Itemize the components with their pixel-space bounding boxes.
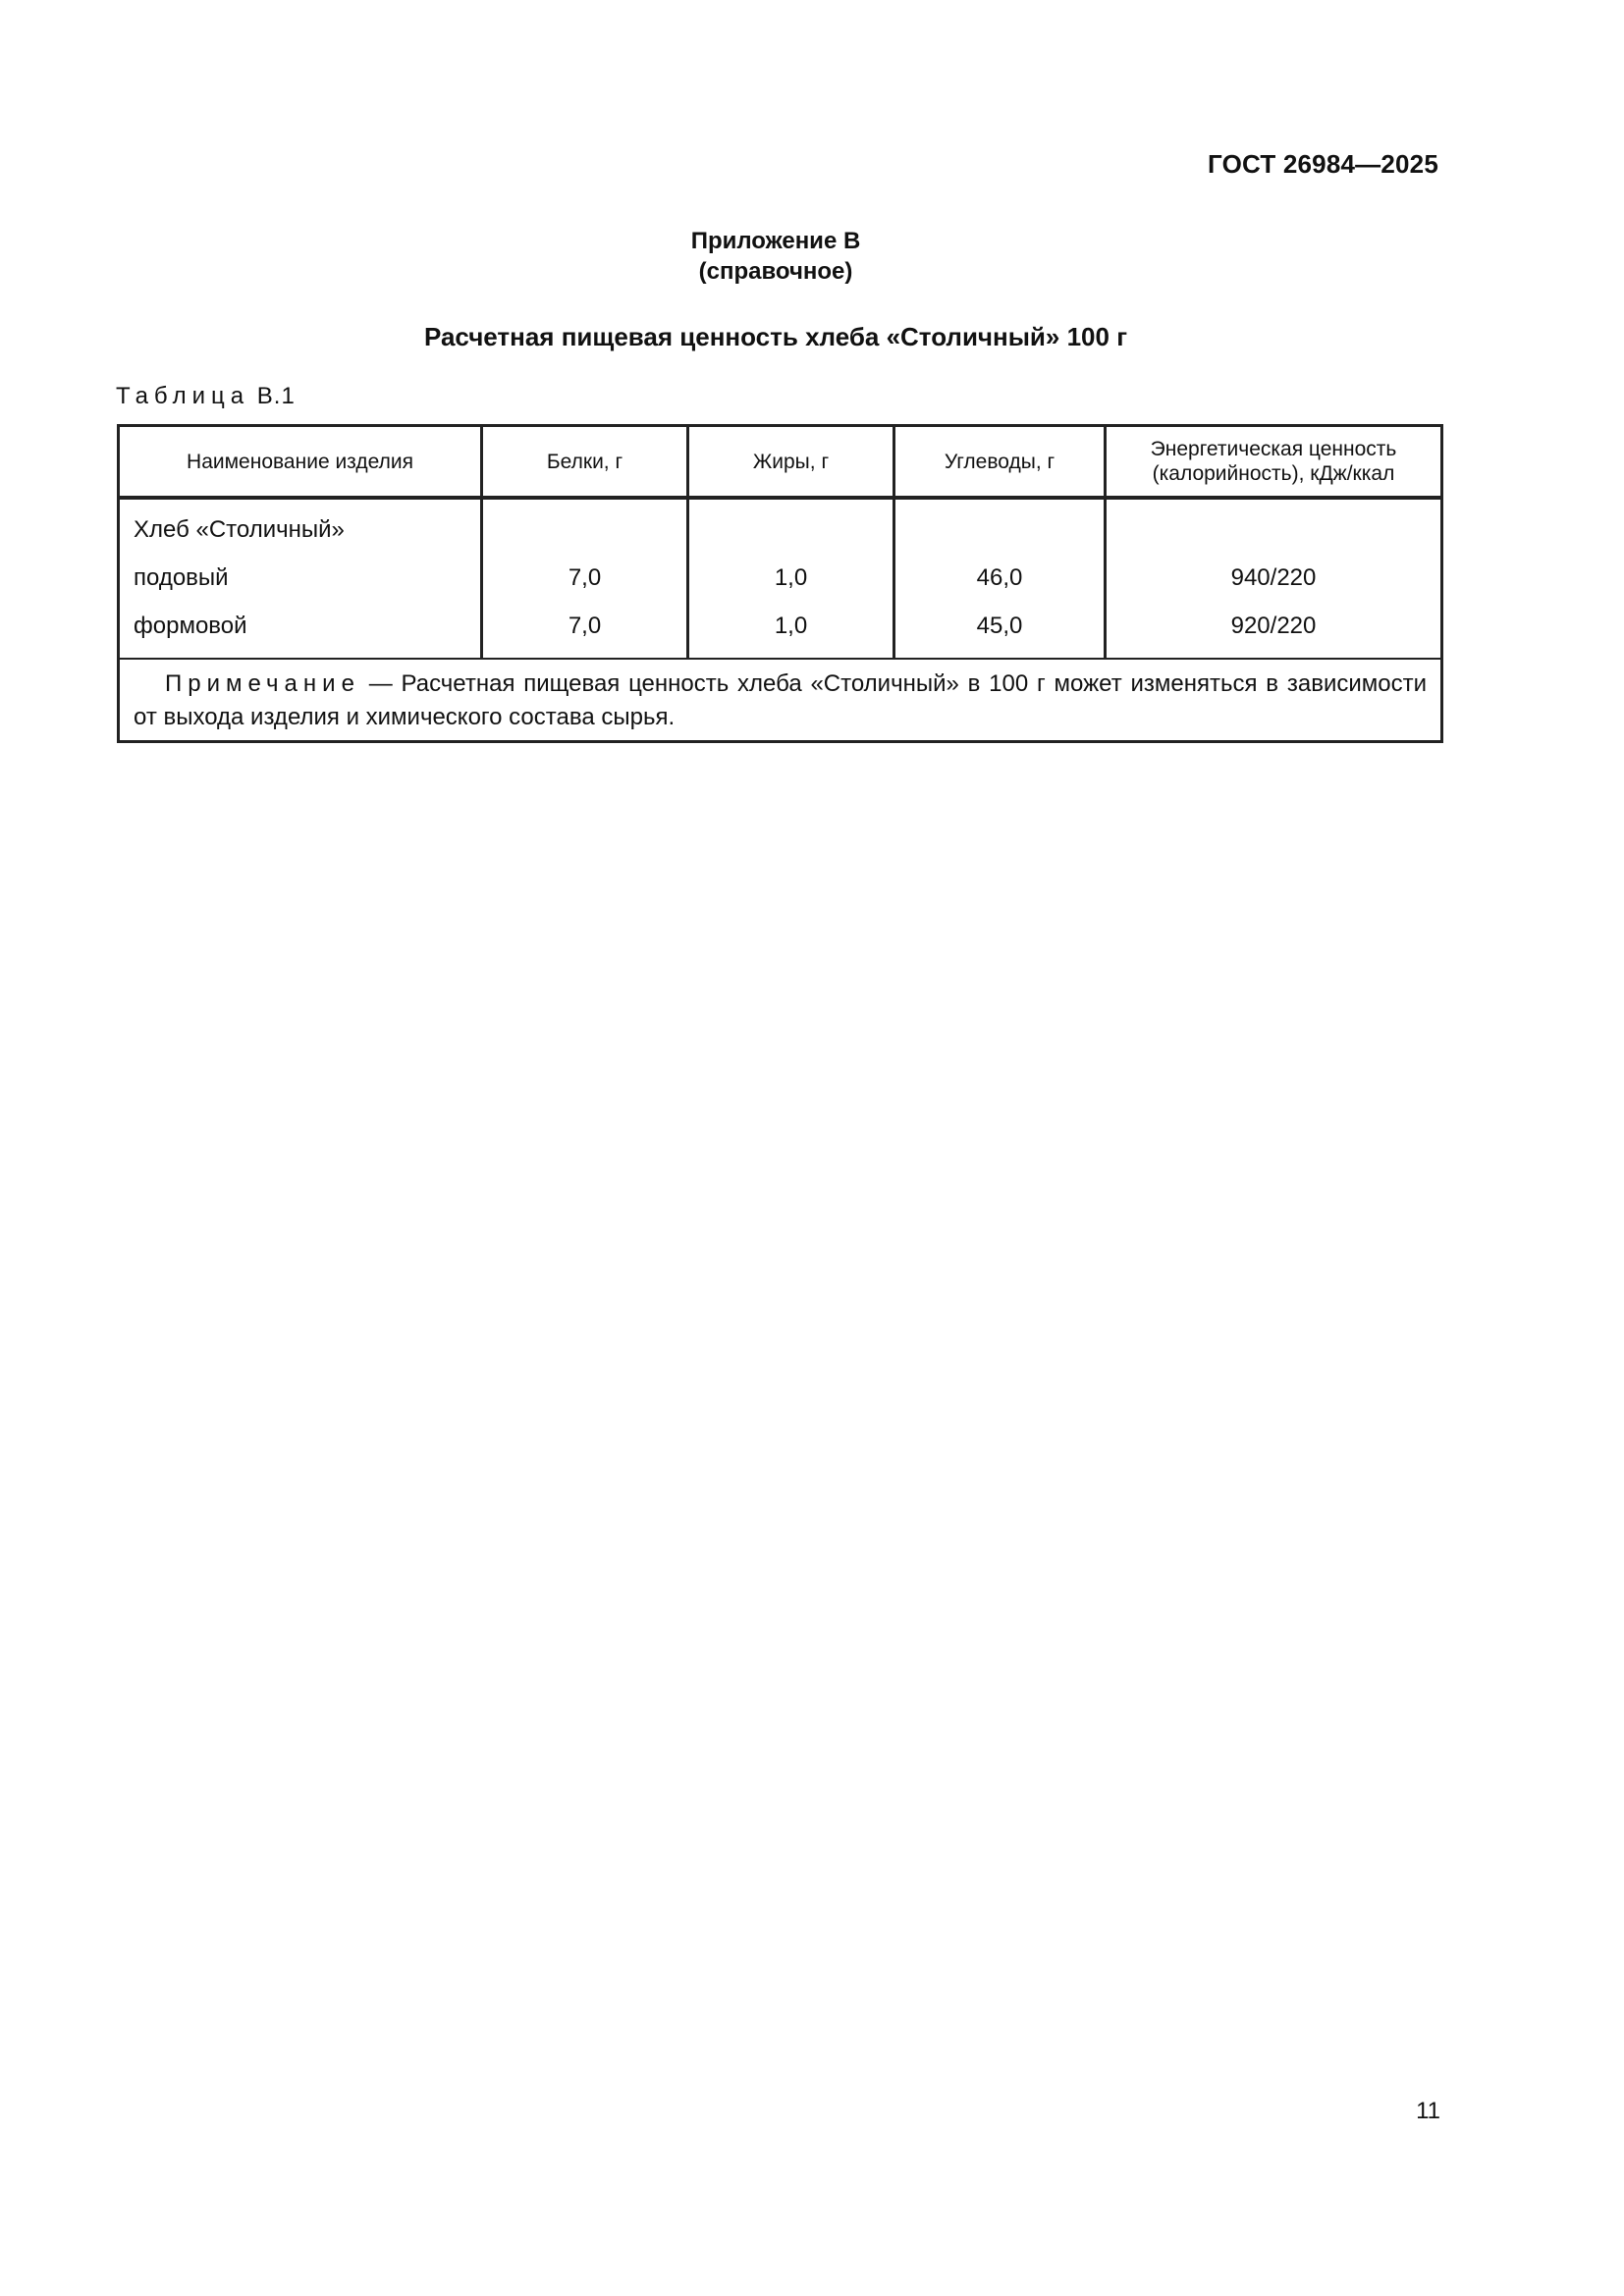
column-header-name: Наименование изделия (119, 426, 482, 499)
table-caption-number: В.1 (256, 383, 296, 409)
table-note-row (119, 659, 1442, 742)
table-header-row (119, 426, 1442, 499)
cell-protein (482, 498, 688, 554)
appendix-type: (справочное) (698, 258, 853, 285)
cell-name: Хлеб «Столичный» (119, 498, 482, 554)
page-title: Расчетная пищевая ценность хлеба «Столичный» 100 г (423, 322, 1128, 351)
table-note-text: — Расчетная пищевая ценность хлеба «Столичный» в 100 г может изменяться в зависимости от выхода изделия и химического состава сырья. (134, 670, 1428, 730)
document-number: ГОСТ 26984—2025 (1208, 149, 1438, 179)
cell-energy: 920/220 (1230, 612, 1317, 639)
column-header-protein: Белки, г (482, 426, 688, 499)
cell-protein: 7,0 (482, 602, 688, 659)
table-note-label: Примечание (165, 670, 360, 697)
cell-protein: 7,0 (482, 554, 688, 602)
cell-name: подовый (119, 554, 482, 602)
table-row (119, 554, 1442, 602)
cell-carbs: 46,0 (894, 554, 1106, 602)
cell-fat: 1,0 (688, 554, 894, 602)
cell-energy: 940/220 (1230, 563, 1317, 591)
cell-name: формовой (119, 602, 482, 659)
appendix-heading (0, 226, 1551, 287)
table-row (119, 602, 1442, 659)
column-header-energy: Энергетическая ценность (калорийность), кДж/ккал (1106, 426, 1442, 499)
column-header-carbs: Углеводы, г (894, 426, 1106, 499)
cell-fat: 1,0 (688, 602, 894, 659)
table-caption (116, 383, 296, 410)
table-note (119, 659, 1442, 742)
column-header-fat: Жиры, г (688, 426, 894, 499)
table-row (119, 498, 1442, 554)
nutrition-table-container (117, 424, 1440, 743)
table-caption-label: Таблица (116, 383, 250, 409)
cell-fat (688, 498, 894, 554)
page-number: 11 (1416, 2098, 1440, 2124)
nutrition-table (117, 424, 1443, 743)
cell-carbs: 45,0 (894, 602, 1106, 659)
appendix-title: Приложение В (690, 228, 861, 254)
cell-energy (1106, 498, 1442, 554)
cell-carbs (894, 498, 1106, 554)
